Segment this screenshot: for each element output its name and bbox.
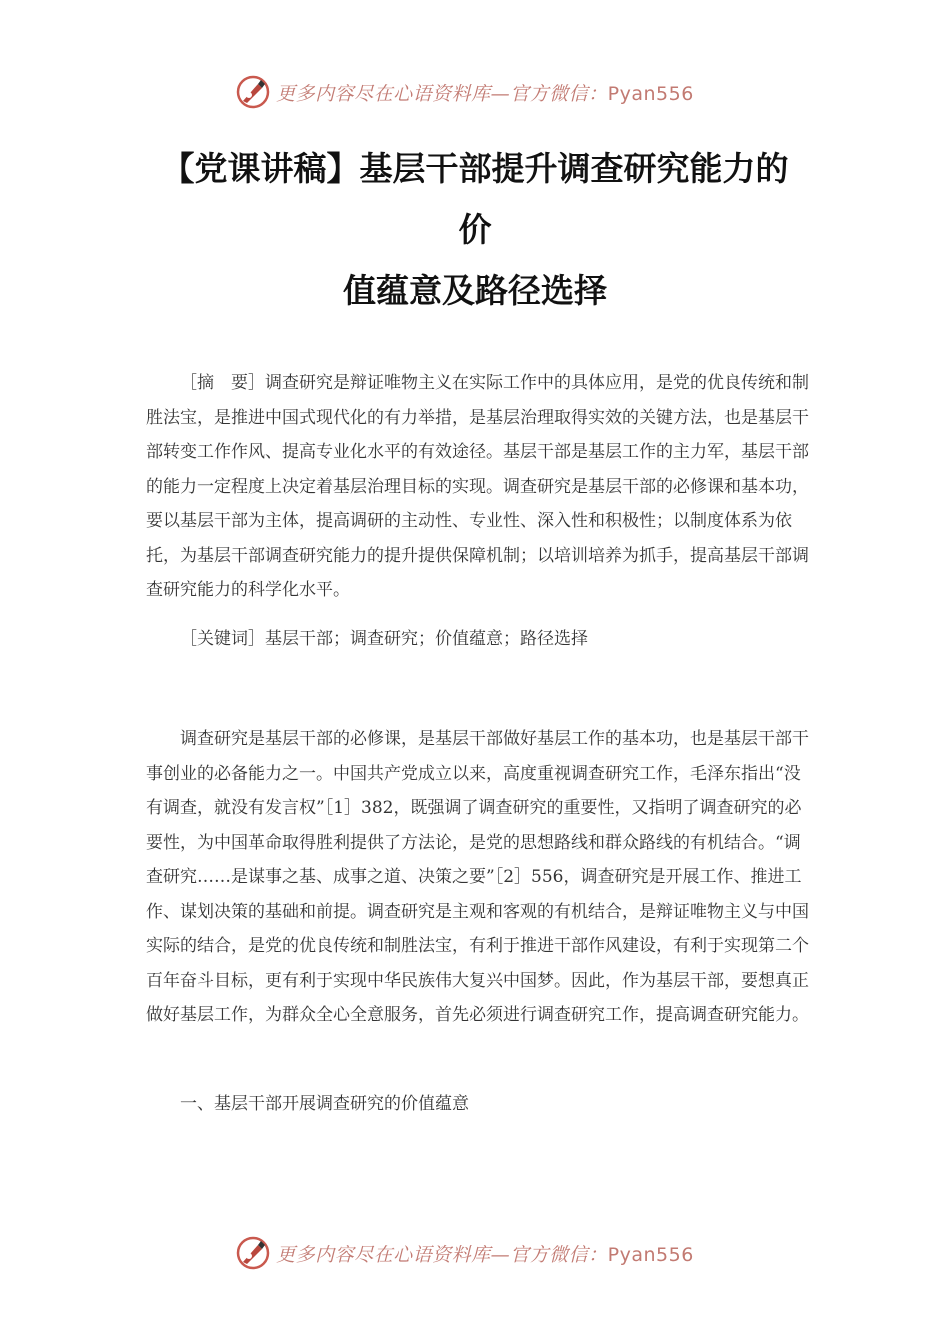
page-title-line-3: 值蕴意及路径选择 <box>343 271 607 310</box>
logo-icon <box>236 75 270 109</box>
body-text <box>146 722 814 1033</box>
footer-banner-account: Pyan556 <box>607 1243 694 1266</box>
abstract <box>146 366 814 608</box>
section-heading-1: 一、基层干部开展调查研究的价值蕴意 <box>180 1094 469 1114</box>
keywords-paragraph: ［关键词］基层干部；调查研究；价值蕴意；路径选择 <box>180 629 588 649</box>
logo-icon <box>236 1236 270 1270</box>
body-paragraph-1: 调查研究是基层干部的必修课，是基层干部做好基层工作的基本功，也是基层干部干事创业的必备能力之一。中国共产党成立以来，高度重视调查研究工作，毛泽东指出“没有调查，就没有发言权”［1］382，既强调了调查研究的重要性，又指明了调查研究的必要性，为中国革命取得胜利提供了方法论，是党的思想路线和群众路线的有机结合。“调查研究……是谋事之基、成事之道、决策之要”［2］556，调查研究是开展工作、推进工作、谋划决策的基础和前提。调查研究是主观和客观的有机结合，是辩证唯物主义与中国实际的结合，是党的优良传统和制胜法宝，有利于推进干部作风建设，有利于实现第二个百年奋斗目标，更有利于实现中华民族伟大复兴中国梦。因此，作为基层干部，要想真正做好基层工作，为群众全心全意服务，首先必须进行调查研究工作，提高调查研究能力。 <box>146 729 809 1025</box>
page-title-line-2: 价 <box>458 210 492 249</box>
page-title-line-1: 【党课讲稿】基层干部提升调查研究能力的 <box>161 149 789 188</box>
banner-text: 更多内容尽在心语资料库—官方微信：Pyan556 <box>276 82 694 105</box>
abstract-paragraph: ［摘 要］调查研究是辩证唯物主义在实际工作中的具体应用，是党的优良传统和制胜法宝，是推进中国式现代化的有力举措，是基层治理取得实效的关键方法，也是基层干部转变工作作风、提高专业化水平的有效途径。基层干部是基层工作的主力军，基层干部的能力一定程度上决定着基层治理目标的实现。调查研究是基层干部的必修课和基本功，要以基层干部为主体，提高调研的主动性、专业性、深入性和积极性；以制度体系为依托，为基层干部调查研究能力的提升提供保障机制；以培训培养为抓手，提高基层干部调查研究能力的科学化水平。 <box>146 373 809 600</box>
banner-account: Pyan556 <box>607 82 694 105</box>
footer-banner <box>0 1233 950 1273</box>
footer-banner-text: 更多内容尽在心语资料库—官方微信：Pyan556 <box>276 1243 694 1266</box>
keywords <box>146 622 814 657</box>
header-banner <box>0 72 950 112</box>
